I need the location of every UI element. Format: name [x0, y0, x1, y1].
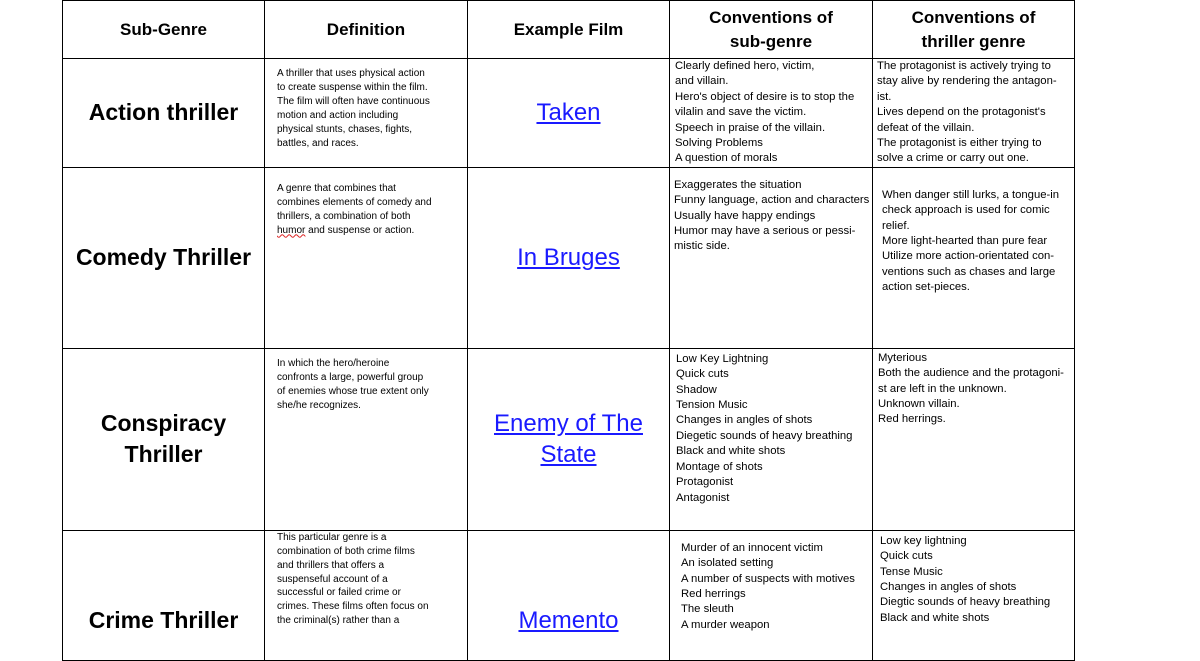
thriller-conventions [873, 530, 1075, 660]
thriller-conventions [873, 348, 1075, 530]
text-line: In Bruges [517, 244, 620, 272]
text-line: and villain. [675, 75, 729, 88]
text-line: motion and action including [277, 109, 399, 121]
text-line: thriller genre [921, 31, 1026, 51]
text-line: physical stunts, chases, fights, [277, 123, 413, 135]
text-line: Tension Music [676, 399, 748, 412]
text-line: of enemies whose true extent only [277, 385, 429, 397]
text-line: humor and suspense or action. [277, 224, 415, 236]
subgenre-name [63, 167, 265, 348]
film-cell [468, 348, 670, 530]
text-line: A genre that combines that [277, 182, 396, 194]
text-line: Montage of shots [676, 460, 763, 473]
text-line: Hero's object of desire is to stop the [675, 90, 855, 103]
text-line: Humor may have a serious or pessi- [674, 225, 856, 238]
text-line: Quick cuts [880, 550, 933, 563]
text-line: Taken [536, 99, 601, 127]
thriller-conventions [873, 167, 1075, 348]
film-cell [468, 59, 670, 168]
header-row [63, 1, 1075, 59]
text-line: Funny language, action and characters [674, 194, 870, 207]
text-line: Antagonist [676, 491, 730, 504]
text-line: Exaggerates the situation [674, 178, 802, 191]
text-line: Tense Music [880, 565, 943, 578]
text-line: When danger still lurks, a tongue-in [882, 188, 1060, 201]
text-line: Enemy of The [494, 410, 643, 438]
text-line: Diegetic sounds of heavy breathing [676, 429, 853, 442]
text-line: A number of suspects with motives [681, 572, 855, 585]
definition-cell [265, 348, 468, 530]
table-row-conspiracy-thriller [63, 348, 1075, 530]
text-line: successful or failed crime or [277, 587, 401, 599]
text-line: and thrillers that offers a [277, 559, 385, 571]
text-line: confronts a large, powerful group [277, 371, 424, 383]
subgenre-conventions [670, 530, 873, 660]
text-line: vilalin and save the victim. [675, 106, 807, 119]
text-line: Conventions of [709, 7, 833, 27]
text-line: Red herrings [681, 588, 746, 601]
text-line: Memento [518, 606, 619, 634]
text-line: The protagonist is either trying to [877, 137, 1042, 150]
text-line: Shadow [676, 383, 717, 396]
header-subgenre [63, 1, 265, 59]
text-line: Low key lightning [880, 534, 967, 547]
text-line: Changes in angles of shots [880, 581, 1017, 594]
text-line: relief. [882, 219, 910, 232]
text-line: Crime Thriller [88, 606, 239, 633]
text-line: The protagonist is actively trying to [877, 60, 1051, 72]
text-line: Thriller [124, 441, 203, 468]
text-line: Low Key Lightning [676, 352, 769, 365]
text-line: Usually have happy endings [674, 209, 816, 222]
text-line: stay alive by rendering the antagon- [877, 75, 1057, 88]
film-link-taken[interactable] [536, 97, 600, 128]
text-line: Action thriller [88, 99, 239, 126]
film-cell [468, 530, 670, 660]
text-line: defeat of the villain. [877, 121, 975, 134]
subgenre-name [63, 59, 265, 168]
text-line: Example Film [513, 19, 624, 39]
text-line: Diegtic sounds of heavy breathing [880, 596, 1051, 609]
thriller-conventions [873, 59, 1075, 168]
text-line: she/he recognizes. [277, 399, 361, 411]
text-line: thrillers, a combination of both [277, 210, 411, 222]
text-line: Conventions of [911, 7, 1036, 27]
text-line: A murder weapon [681, 618, 770, 631]
text-line: crimes. These films often focus on [277, 601, 429, 613]
text-line: combines elements of comedy and [277, 196, 432, 208]
definition-cell [265, 530, 468, 660]
text-line: Comedy Thriller [75, 244, 252, 271]
text-line: ist. [877, 90, 892, 103]
text-line: Myterious [878, 351, 927, 364]
text-line: battles, and races. [277, 137, 359, 149]
subgenre-conventions [670, 59, 873, 168]
subgenre-name [63, 348, 265, 530]
film-link-in-bruges[interactable] [517, 242, 620, 273]
text-line: Unknown villain. [878, 398, 960, 411]
text-line: Conspiracy [100, 410, 227, 437]
text-line: solve a crime or carry out one. [877, 152, 1029, 165]
text-line: check approach is used for comic [882, 204, 1050, 217]
spellcheck-underline: humor [277, 224, 306, 236]
film-link-enemy-of-the-state[interactable] [494, 408, 643, 470]
text-line: More light-hearted than pure fear [882, 235, 1048, 248]
text-line: In which the hero/heroine [277, 357, 390, 369]
text-line: Red herrings. [878, 413, 946, 426]
text-line: Definition [326, 19, 406, 39]
text-line: The sleuth [681, 603, 734, 616]
text-line: st are left in the unknown. [878, 382, 1007, 395]
table-row-comedy-thriller [63, 167, 1075, 348]
text-line: Sub-Genre [120, 19, 207, 39]
text-line: Solving Problems [675, 137, 763, 150]
text-line: sub-genre [729, 31, 813, 51]
text-line: Both the audience and the protagoni- [878, 367, 1064, 380]
genre-table [62, 0, 1075, 661]
film-link-memento[interactable] [518, 605, 618, 636]
text-line: Speech in praise of the villain. [675, 121, 826, 134]
text-line: the criminal(s) rather than a [277, 615, 400, 627]
text-line: This particular genre is a [277, 531, 387, 543]
header-example-film [468, 1, 670, 59]
text-line: combination of both crime films [277, 545, 415, 557]
text-line: State [540, 441, 597, 469]
text-line: Changes in angles of shots [676, 414, 813, 427]
text-line: Lives depend on the protagonist's [877, 106, 1046, 119]
header-definition [265, 1, 468, 59]
subgenre-name [63, 530, 265, 660]
table-row-crime-thriller [63, 530, 1075, 660]
subgenre-conventions [670, 167, 873, 348]
text-line: Protagonist [676, 476, 734, 489]
text-line: Black and white shots [676, 445, 786, 458]
text-line: A thriller that uses physical action [277, 68, 425, 79]
text-line: Black and white shots [880, 611, 990, 624]
header-conventions-subgenre [670, 1, 873, 59]
text-line: Quick cuts [676, 368, 729, 381]
text-line: The film will often have continuous [277, 95, 430, 107]
text-line: to create suspense within the film. [277, 81, 428, 93]
definition-cell [265, 59, 468, 168]
text-line: Utilize more action-orientated con- [882, 250, 1055, 263]
text-line: Clearly defined hero, victim, [675, 60, 815, 72]
film-cell [468, 167, 670, 348]
subgenre-conventions [670, 348, 873, 530]
text-line: An isolated setting [681, 557, 774, 570]
text-line: A question of morals [675, 152, 778, 165]
definition-cell [265, 167, 468, 348]
text-line: ventions such as chases and large [882, 265, 1056, 278]
text-line: mistic side. [674, 240, 730, 253]
header-conventions-thriller [873, 1, 1075, 59]
table-row-action-thriller [63, 59, 1075, 168]
text-line: Murder of an innocent victim [681, 541, 823, 554]
text-line: suspenseful account of a [277, 573, 388, 585]
text-line: action set-pieces. [882, 281, 970, 294]
